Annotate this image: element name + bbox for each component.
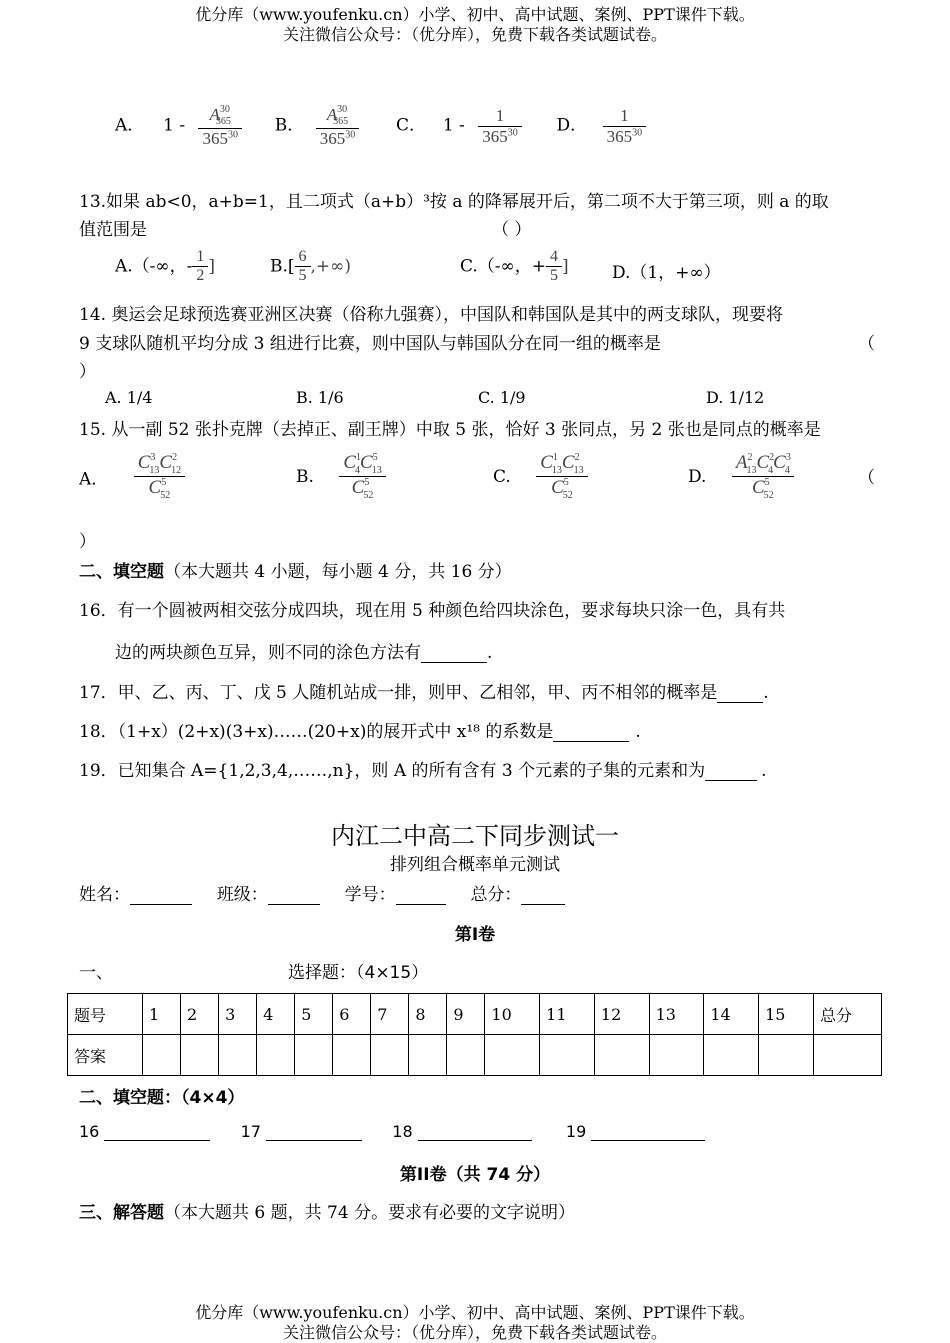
q12-a-label: A． — [115, 115, 145, 136]
q15-paren-close: ） — [79, 532, 96, 552]
table-cell-number: 3 — [219, 994, 257, 1035]
q13-option-b: B.[ $\frac{6}{5}$ ,+∞) — [270, 248, 351, 285]
footer-line-1: 优分库（www.youfenku.cn）小学、初中、高中试题、案例、PPT课件下载。 — [195, 1303, 755, 1322]
blank-18-field[interactable] — [418, 1140, 532, 1141]
table-cell-number: 2 — [181, 994, 219, 1035]
score-field[interactable] — [521, 904, 565, 905]
answer-cell[interactable] — [540, 1035, 595, 1076]
table-row-answers — [68, 1035, 882, 1076]
q14-option-c: C. 1/9 — [478, 388, 526, 407]
q12-c-label: C． — [396, 115, 427, 136]
q14-line-2: 9 支球队随机平均分成 3 组进行比赛，则中国队与韩国队分在同一组的概率是 — [79, 334, 661, 354]
table-cell-number: 13 — [649, 994, 704, 1035]
q12-options — [115, 104, 646, 148]
table-cell-number: 7 — [371, 994, 409, 1035]
blank-17-field[interactable] — [266, 1140, 362, 1141]
q13-option-c: C.（-∞，+ $\frac{4}{5}$ ] — [460, 248, 569, 285]
q14-paren-open: （ — [858, 334, 875, 354]
q18: 18．（1+x）(2+x)(3+x)……(20+x)的展开式中 x¹⁸ 的系数是 . — [79, 722, 641, 742]
q15-line-1: 15. 从一副 52 张扑克牌（去掉正、副王牌）中取 5 张，恰好 3 张同点，另 2 张也是同点的概率是 — [79, 420, 821, 440]
header-line-2: 关注微信公众号：（优分库），免费下载各类试题试卷。 — [282, 25, 667, 44]
q15-option-c: C. $\frac{C^1_{13}C^2_{13}}{C^5_{52}}$ — [493, 452, 588, 502]
header-line-1: 优分库（www.youfenku.cn）小学、初中、高中试题、案例、PPT课件下载。 — [195, 5, 755, 24]
q14-option-b: B. 1/6 — [296, 388, 344, 407]
q13-line-1: 13.如果 ab<0，a+b=1，且二项式（a+b）³按 a 的降幂展开后，第二项不大于第三项，则 a 的取 — [79, 192, 829, 212]
answer-cell[interactable] — [257, 1035, 295, 1076]
class-field[interactable] — [268, 904, 320, 905]
q15-option-d: D. $\frac{A^2_{13}C^2_4C^3_4}{C^5_{52}}$ — [688, 452, 794, 502]
answer-cell[interactable] — [143, 1035, 181, 1076]
sheet-subtitle: 排列组合概率单元测试 — [390, 855, 560, 875]
answer-cell[interactable] — [447, 1035, 485, 1076]
q17: 17．甲、乙、丙、丁、戊 5 人随机站成一排，则甲、乙相邻，甲、丙不相邻的概率是 . — [79, 683, 769, 703]
q12-d-fraction: $\frac{1}{365^{30}}$ — [603, 106, 647, 146]
table-head-answer: 答案 — [68, 1035, 143, 1076]
q15-option-b: B. $\frac{C^1_4C^5_{13}}{C^5_{52}}$ — [296, 452, 386, 502]
section-2-heading: 二、填空题（本大题共 4 小题，每小题 4 分，共 16 分） — [79, 562, 512, 582]
answer-cell[interactable] — [371, 1035, 409, 1076]
blank-19-field[interactable] — [591, 1140, 705, 1141]
q12-c-fraction: $\frac{1}{365^{30}}$ — [478, 106, 522, 146]
q12-b-fraction: $\frac{A^{30}_{365}}{365^{30}}$ — [316, 104, 360, 148]
table-cell-number: 11 — [540, 994, 595, 1035]
q12-c-prefix: 1 - — [442, 115, 465, 136]
q13-option-d: D.（1，+∞） — [612, 263, 721, 283]
q15-option-a: A． $\frac{C^3_{13}C^2_{12}}{C^5_{52}}$ — [79, 452, 185, 502]
table-cell-number: 9 — [447, 994, 485, 1035]
table-cell-number: 10 — [485, 994, 540, 1035]
answer-cell[interactable] — [485, 1035, 540, 1076]
student-info-row: 姓名： 班级： 学号： 总分： — [79, 880, 565, 905]
footer-line-2: 关注微信公众号：（优分库），免费下载各类试题试卷。 — [282, 1323, 667, 1342]
q13-option-a: A.（-∞，- $\frac{1}{2}$ ] — [115, 248, 215, 285]
answer-total-cell[interactable] — [814, 1035, 882, 1076]
q16-line-1: 16．有一个圆被两相交弦分成四块，现在用 5 种颜色给四块涂色，要求每块只涂一色，具有共 — [79, 601, 786, 621]
fill-blank-row: 16 17 18 19 — [79, 1122, 705, 1141]
table-cell-number: 6 — [333, 994, 371, 1035]
q14-option-d: D. 1/12 — [706, 388, 765, 407]
q12-b-label: B． — [274, 115, 305, 136]
q14-paren-close: ） — [79, 362, 96, 382]
volume-2-heading: 第II卷（共 74 分） — [399, 1165, 551, 1185]
answer-cell[interactable] — [181, 1035, 219, 1076]
answer-cell[interactable] — [594, 1035, 649, 1076]
table-cell-number: 8 — [409, 994, 447, 1035]
table-head-number: 题号 — [68, 994, 143, 1035]
answer-cell[interactable] — [295, 1035, 333, 1076]
answer-cell[interactable] — [219, 1035, 257, 1076]
table-cell-number: 5 — [295, 994, 333, 1035]
part-1-title: 选择题：（4×15） — [288, 963, 429, 983]
q16-line-2: 边的两块颜色互异，则不同的涂色方法有 . — [115, 643, 493, 663]
volume-1-heading: 第I卷 — [454, 925, 496, 945]
part-2-title: 二、填空题：（4×4） — [79, 1088, 245, 1108]
answer-cell[interactable] — [649, 1035, 704, 1076]
answer-table — [67, 993, 882, 1076]
q18-blank[interactable] — [553, 741, 629, 742]
q17-blank[interactable] — [717, 702, 763, 703]
q19: 19．已知集合 A={1,2,3,4,……,n}，则 A 的所有含有 3 个元素的子集的元素和为 . — [79, 761, 767, 781]
answer-cell[interactable] — [333, 1035, 371, 1076]
table-cell-number: 1 — [143, 994, 181, 1035]
answer-cell[interactable] — [409, 1035, 447, 1076]
part-3-heading: 三、解答题（本大题共 6 题，共 74 分。要求有必要的文字说明） — [79, 1203, 576, 1223]
blank-16-field[interactable] — [104, 1140, 210, 1141]
q14-option-a: A. 1/4 — [105, 388, 153, 407]
answer-cell[interactable] — [759, 1035, 814, 1076]
q15-paren-open: （ — [858, 468, 875, 488]
sheet-title: 内江二中高二下同步测试一 — [331, 822, 619, 850]
q12-a-prefix: 1 - — [163, 115, 186, 136]
part-1-number: 一、 — [79, 963, 113, 983]
table-cell-number: 12 — [594, 994, 649, 1035]
table-head-total: 总分 — [814, 994, 882, 1035]
q13-line-2: 值范围是 — [79, 220, 147, 240]
q13-paren: （ ） — [492, 220, 532, 240]
q12-d-label: D． — [556, 115, 588, 136]
q12-a-fraction: $\frac{A^{30}_{365}}{365^{30}}$ — [198, 104, 242, 148]
id-field[interactable] — [396, 904, 446, 905]
name-field[interactable] — [130, 904, 192, 905]
table-row-numbers — [68, 994, 882, 1035]
q16-blank[interactable] — [421, 662, 487, 663]
q19-blank[interactable] — [705, 780, 757, 781]
table-cell-number: 14 — [704, 994, 759, 1035]
table-cell-number: 15 — [759, 994, 814, 1035]
q14-line-1: 14. 奥运会足球预选赛亚洲区决赛（俗称九强赛），中国队和韩国队是其中的两支球队，现要将 — [79, 305, 783, 325]
table-cell-number: 4 — [257, 994, 295, 1035]
answer-cell[interactable] — [704, 1035, 759, 1076]
